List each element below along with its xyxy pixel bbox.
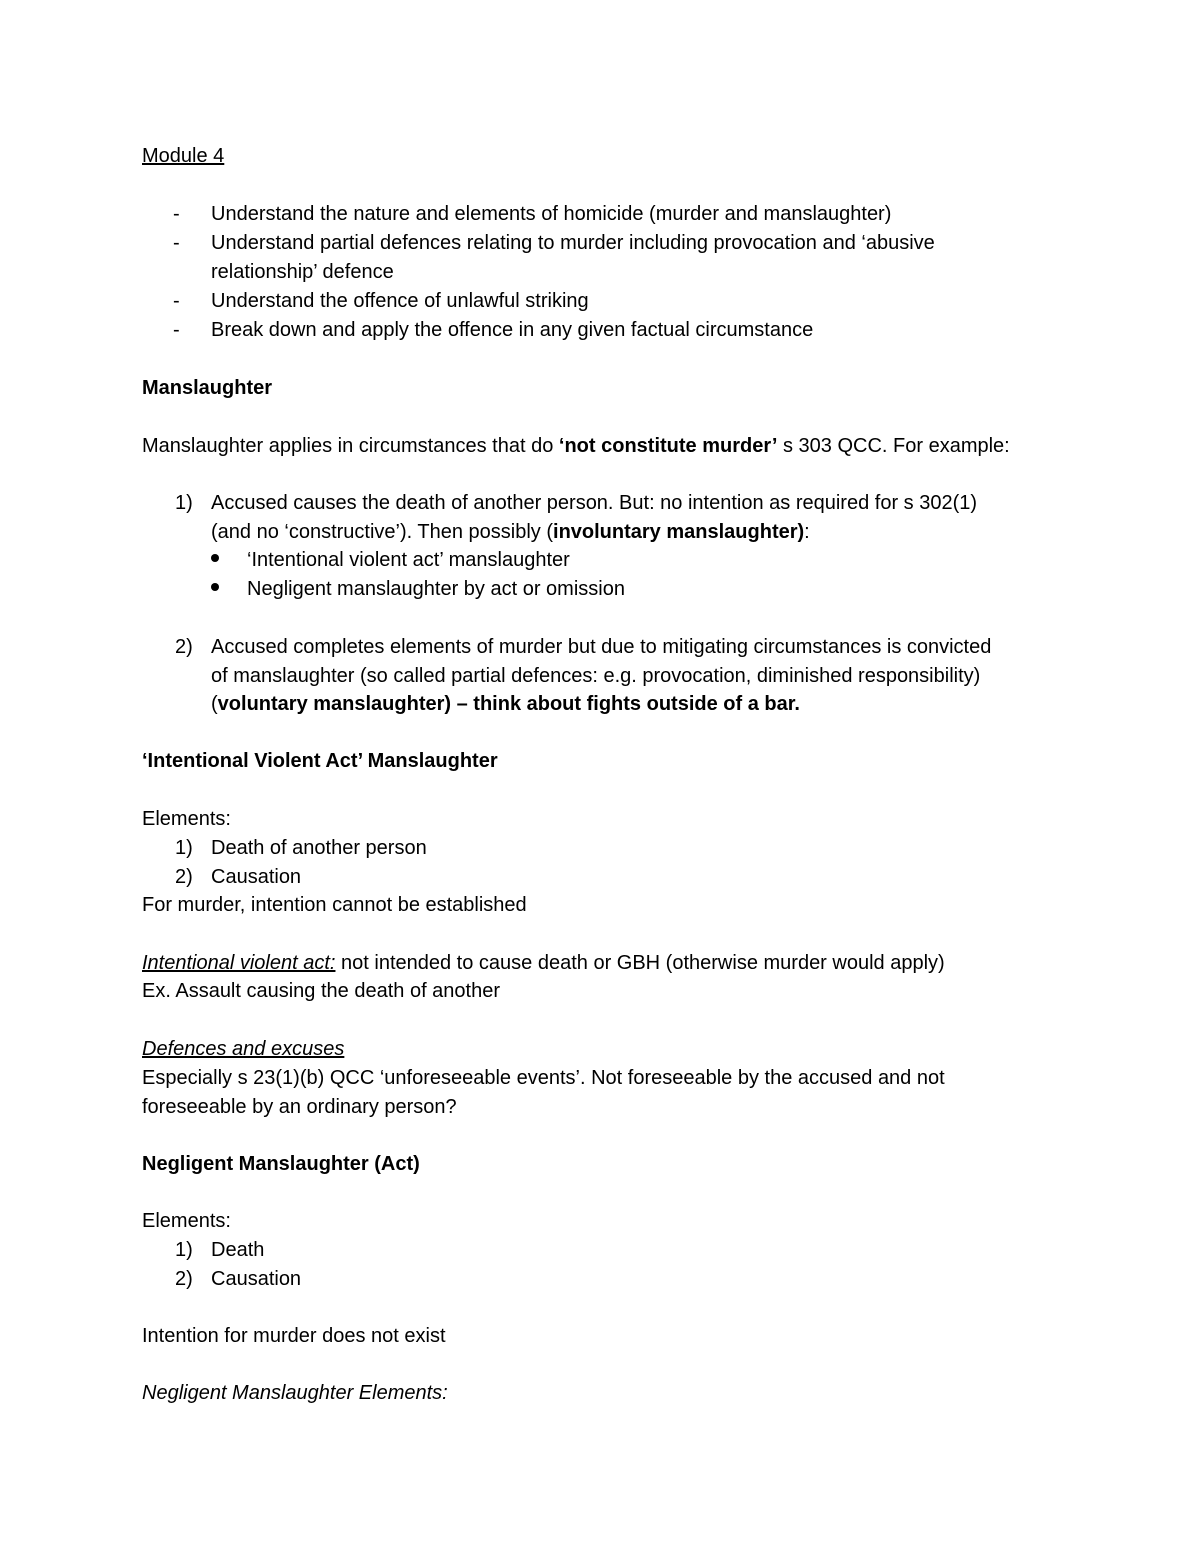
list-number: 2) (175, 1268, 193, 1290)
module-title: Module 4 (142, 145, 225, 167)
elements-label: Elements: (142, 808, 231, 830)
iva-example: Ex. Assault causing the death of another (142, 980, 501, 1002)
iva-definition: Intentional violent act: not intended to cause death or GBH (otherwise murder would apply) (142, 952, 945, 974)
bullet-item: Negligent manslaughter by act or omission (247, 578, 625, 600)
iva-heading: ‘Intentional Violent Act’ Manslaughter (142, 750, 498, 772)
negligent-note: Intention for murder does not exist (142, 1325, 446, 1347)
defences-label: Defences and excuses (142, 1038, 345, 1060)
list-number: 1) (175, 1239, 193, 1261)
objective-dash: - (173, 319, 180, 341)
objective-dash: - (173, 290, 180, 312)
defences-text: Especially s 23(1)(b) QCC ‘unforeseeable events’. Not foreseeable by the accused and not (142, 1067, 945, 1089)
objective-dash: - (173, 203, 180, 225)
objective-item: Understand partial defences relating to murder including provocation and ‘abusive (211, 232, 935, 254)
list-item-text: (and no ‘constructive’). Then possibly (involuntary manslaughter): (211, 521, 810, 543)
list-number: 2) (175, 866, 193, 888)
bullet-dot (211, 554, 219, 562)
bullet-item: ‘Intentional violent act’ manslaughter (247, 549, 570, 571)
objective-item: Understand the offence of unlawful striking (211, 290, 589, 312)
element-item: Death (211, 1239, 265, 1261)
bullet-dot (211, 583, 219, 591)
list-item-text: Accused completes elements of murder but due to mitigating circumstances is convicted (211, 636, 992, 658)
negligent-heading: Negligent Manslaughter (Act) (142, 1153, 420, 1175)
manslaughter-heading: Manslaughter (142, 377, 273, 399)
defences-text: foreseeable by an ordinary person? (142, 1096, 457, 1118)
manslaughter-intro: Manslaughter applies in circumstances that do ‘not constitute murder’ s 303 QCC. For example: (142, 435, 1010, 457)
elements-label: Elements: (142, 1210, 231, 1232)
iva-note: For murder, intention cannot be established (142, 894, 527, 916)
objective-item-continued: relationship’ defence (211, 261, 394, 283)
list-number: 1) (175, 492, 193, 514)
objective-dash: - (173, 232, 180, 254)
objective-item: Understand the nature and elements of homicide (murder and manslaughter) (211, 203, 892, 225)
negligent-elements-heading: Negligent Manslaughter Elements: (142, 1382, 448, 1404)
element-item: Causation (211, 1268, 302, 1290)
list-item-text: (voluntary manslaughter) – think about fights outside of a bar. (211, 693, 800, 715)
list-number: 2) (175, 636, 193, 658)
element-item: Causation (211, 866, 302, 888)
objective-item: Break down and apply the offence in any given factual circumstance (211, 319, 814, 341)
list-item-text: of manslaughter (so called partial defences: e.g. provocation, diminished responsibility) (211, 665, 981, 687)
list-number: 1) (175, 837, 193, 859)
list-item-text: Accused causes the death of another person. But: no intention as required for s 302(1) (211, 492, 978, 514)
element-item: Death of another person (211, 837, 427, 859)
